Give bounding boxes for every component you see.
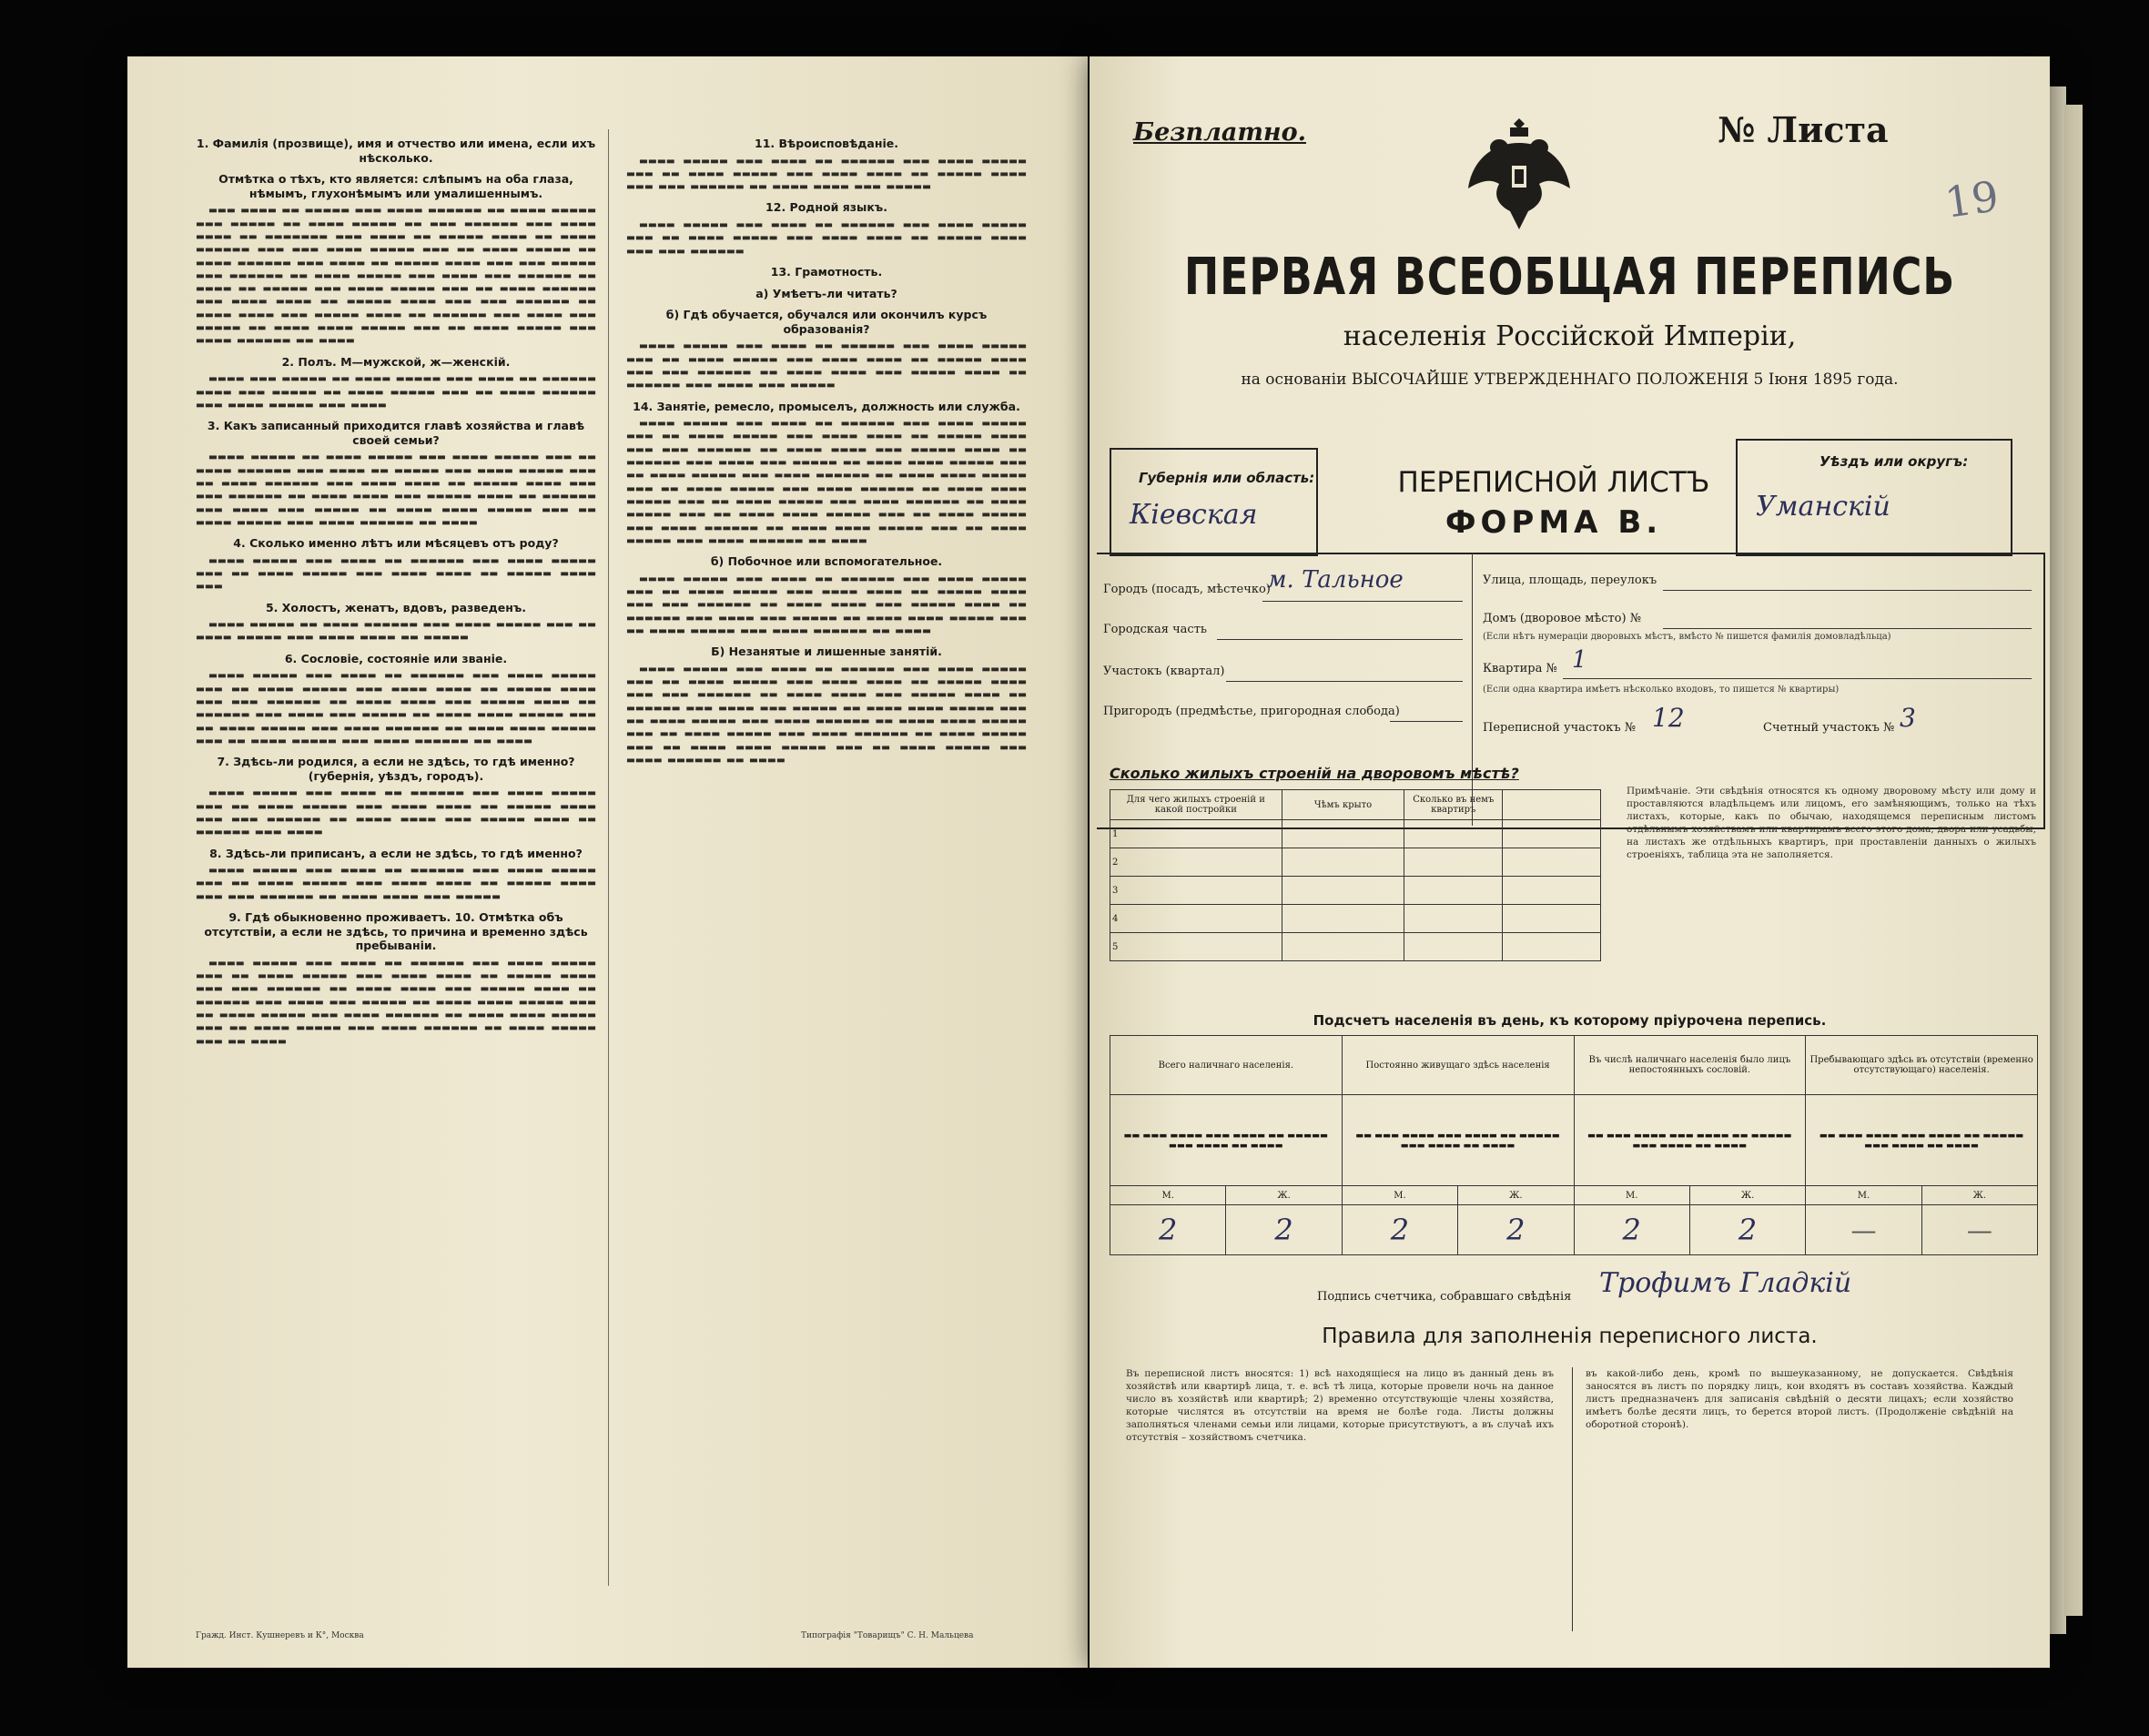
sex-header: Ж. — [1458, 1186, 1574, 1205]
rule-heading: 11. Вѣроисповѣданіе. — [755, 137, 898, 150]
rule-text: ▬▬▬▬ ▬▬▬▬▬ ▬▬▬ ▬▬▬▬ ▬▬ ▬▬▬▬▬▬ ▬▬▬ ▬▬▬▬ ▬▬▬▬▬ ▬▬▬ ▬▬ ▬▬▬▬ ▬▬▬▬▬ ▬▬▬ ▬▬▬▬ ▬▬▬▬ ▬▬ ▬▬▬▬▬ ▬▬▬▬ ▬▬▬ ▬▬▬ ▬▬▬▬▬▬ ▬▬ ▬▬▬▬ ▬▬▬▬ ▬▬▬ ▬▬▬▬▬ ▬▬▬▬ ▬▬ ▬▬▬▬▬▬ ▬▬▬ ▬▬▬▬ ▬▬▬ ▬▬▬▬▬ — [626, 340, 1027, 391]
rule-heading: 9. Гдѣ обыкновенно проживаетъ. 10. Отмѣтка объ отсутствіи, а если не здѣсь, то причина и временно здѣсь пребываніи. — [204, 910, 588, 953]
rule-text: ▬▬▬▬ ▬▬▬▬▬ ▬▬▬ ▬▬▬▬ ▬▬ ▬▬▬▬▬▬ ▬▬▬ ▬▬▬▬ ▬▬▬▬▬ ▬▬▬ ▬▬ ▬▬▬▬ ▬▬▬▬▬ ▬▬▬ ▬▬▬▬ ▬▬▬▬ ▬▬ ▬▬▬▬▬ ▬▬▬▬ ▬▬▬ ▬▬▬ ▬▬▬▬▬▬ ▬▬ ▬▬▬▬ ▬▬▬▬ ▬▬▬ ▬▬▬▬▬ ▬▬▬▬ ▬▬ ▬▬▬▬▬▬ ▬▬▬ ▬▬▬▬ ▬▬▬ ▬▬▬▬▬ ▬▬ ▬▬▬▬ ▬▬▬▬ ▬▬▬▬▬ ▬▬▬ ▬▬ ▬▬▬▬ ▬▬▬▬▬ ▬▬▬ ▬▬▬▬ ▬▬▬▬▬▬ ▬▬ ▬▬▬▬ ▬▬▬▬ ▬▬▬▬▬ ▬▬▬ ▬▬ ▬▬▬▬ ▬▬▬▬▬ ▬▬▬ ▬▬▬▬ ▬▬▬▬▬▬ ▬▬ ▬▬▬▬ ▬▬▬▬ ▬▬▬▬▬ ▬▬▬ ▬▬ ▬▬▬▬ ▬▬▬▬▬ ▬▬▬ ▬▬▬▬ ▬▬▬▬▬▬ ▬▬ ▬▬▬▬ ▬▬▬▬▬ ▬▬▬ ▬▬ ▬▬▬▬ ▬▬▬▬ ▬▬▬▬▬ ▬▬▬ ▬▬ ▬▬▬▬ ▬▬▬▬▬ ▬▬▬ ▬▬▬▬ ▬▬▬▬▬▬ ▬▬ ▬▬▬▬ ▬▬▬▬ ▬▬▬▬▬ ▬▬▬ ▬▬ ▬▬▬▬ ▬▬▬▬▬ ▬▬▬ ▬▬▬▬ ▬▬▬▬▬▬ ▬▬ ▬▬▬▬ — [626, 418, 1027, 546]
rule-heading: 1. Фамилія (прозвище), имя и отчество или имена, если ихъ нѣсколько. — [196, 137, 596, 165]
rule-text: ▬▬▬▬ ▬▬▬▬▬ ▬▬ ▬▬▬▬ ▬▬▬▬▬ ▬▬▬ ▬▬▬▬ ▬▬▬▬▬ ▬▬▬ ▬▬ ▬▬▬▬ ▬▬▬▬▬▬ ▬▬▬ ▬▬▬▬ ▬▬ ▬▬▬▬▬ ▬▬▬ ▬▬▬▬ ▬▬▬▬▬ ▬▬▬ ▬▬ ▬▬▬▬ ▬▬▬▬▬▬ ▬▬▬ ▬▬▬▬ ▬▬▬▬ ▬▬ ▬▬▬▬▬ ▬▬▬▬ ▬▬▬ ▬▬▬ ▬▬▬▬▬▬ ▬▬ ▬▬▬▬ ▬▬▬▬ ▬▬▬ ▬▬▬▬▬ ▬▬▬▬ ▬▬ ▬▬▬▬▬▬ ▬▬▬ ▬▬▬▬ ▬▬▬ ▬▬▬▬▬ ▬▬ ▬▬▬▬ ▬▬▬▬ ▬▬▬▬▬ ▬▬▬ ▬▬ ▬▬▬▬ ▬▬▬▬▬ ▬▬▬ ▬▬▬▬ ▬▬▬▬▬▬ ▬▬ ▬▬▬▬ — [196, 452, 596, 528]
rule-text: ▬▬▬▬ ▬▬▬▬▬ ▬▬▬ ▬▬▬▬ ▬▬ ▬▬▬▬▬▬ ▬▬▬ ▬▬▬▬ ▬▬▬▬▬ ▬▬▬ ▬▬ ▬▬▬▬ ▬▬▬▬▬ ▬▬▬ ▬▬▬▬ ▬▬▬▬ ▬▬ ▬▬▬▬▬ ▬▬▬▬ ▬▬▬ ▬▬▬ ▬▬▬▬▬▬ ▬▬ ▬▬▬▬ ▬▬▬▬ ▬▬▬ ▬▬▬▬▬ ▬▬▬▬ ▬▬ ▬▬▬▬▬▬ ▬▬▬ ▬▬▬▬ ▬▬▬ ▬▬▬▬▬ ▬▬ ▬▬▬▬ ▬▬▬▬ ▬▬▬▬▬ ▬▬▬ ▬▬ ▬▬▬▬ ▬▬▬▬▬ ▬▬▬ ▬▬▬▬ ▬▬▬▬▬▬ ▬▬ ▬▬▬▬ ▬▬▬▬ ▬▬▬▬▬ ▬▬▬ ▬▬ ▬▬▬▬ ▬▬▬▬▬ ▬▬▬ ▬▬▬▬ ▬▬▬▬▬▬ ▬▬ ▬▬▬▬ ▬▬▬▬▬ ▬▬▬ ▬▬ ▬▬▬▬ — [196, 957, 596, 1047]
rule-heading: 7. Здѣсь-ли родился, а если не здѣсь, то гдѣ именно? (губернія, уѣздъ, городъ). — [217, 755, 575, 783]
sex-header: М. — [1806, 1186, 1921, 1205]
sheet-number-label — [1718, 109, 1889, 150]
guberniya-box — [1110, 448, 1318, 556]
rules-text-left: Въ переписной листъ вносятся: 1) всѣ находящіеся на лицо въ данный день въ хозяйствѣ или квартирѣ лица, т. е. всѣ тѣ лица, которые провели ночь на данное число въ хозяйствѣ или квартирѣ; 2) временно отсутствующіе члены хозяйства, которые числятся въ отсутствіи на время не болѣе года. Листы должны заполняться членами семьи или лицами, которые присутствуютъ, а въ случаѣ ихъ отсутствія – хозяйствомъ счетчика. — [1126, 1368, 1554, 1443]
table-row: 4 — [1110, 905, 1282, 933]
sex-header: Ж. — [1226, 1186, 1342, 1205]
stacked-sheets-edge — [2048, 86, 2066, 1634]
count-value: 2 — [1689, 1205, 1805, 1255]
dom-label: Домъ (дворовое мѣсто) № — [1483, 612, 1642, 625]
prigorod-label: Пригородъ (предмѣстье, пригородная слобода) — [1103, 705, 1400, 718]
count-title: Подсчетъ населенія въ день, къ которому пріурочена перепись. — [1313, 1012, 1827, 1029]
buildings-question: Сколько жилыхъ строеній на дворовомъ мѣстѣ? — [1110, 765, 1519, 782]
field-line — [1226, 681, 1463, 682]
field-line — [1663, 590, 2032, 591]
rule-text: ▬▬▬▬ ▬▬▬▬▬ ▬▬▬ ▬▬▬▬ ▬▬ ▬▬▬▬▬▬ ▬▬▬ ▬▬▬▬ ▬▬▬▬▬ ▬▬▬ ▬▬ ▬▬▬▬ ▬▬▬▬▬ ▬▬▬ ▬▬▬▬ ▬▬▬▬ ▬▬ ▬▬▬▬▬ ▬▬▬▬ ▬▬▬ ▬▬▬ ▬▬▬▬▬▬ ▬▬ ▬▬▬▬ ▬▬▬▬ ▬▬▬ ▬▬▬▬▬ ▬▬▬▬ ▬▬ ▬▬▬▬▬▬ ▬▬▬ ▬▬▬▬ ▬▬▬ ▬▬▬▬▬ ▬▬ ▬▬▬▬ ▬▬▬▬ ▬▬▬▬▬ ▬▬▬ ▬▬ ▬▬▬▬ ▬▬▬▬▬ ▬▬▬ ▬▬▬▬ ▬▬▬▬▬▬ ▬▬ ▬▬▬▬ — [626, 573, 1027, 636]
gorod-value: м. Тальное — [1267, 566, 1404, 594]
table-row: 2 — [1110, 848, 1282, 877]
perepisnoy-value: 12 — [1652, 703, 1685, 733]
sheet-number-text: № Листа — [1718, 109, 1889, 150]
free-label: Безплатно. — [1133, 118, 1307, 147]
signature-label: Подпись счетчика, собравшаго свѣдѣнія — [1317, 1290, 1572, 1304]
field-line — [1563, 678, 2032, 679]
census-subtitle: населенія Россійской Имперіи, — [1343, 320, 1797, 352]
sex-header: Ж. — [1689, 1186, 1805, 1205]
rule-heading: 6. Сословіе, состояніе или званіе. — [284, 651, 508, 665]
count-explanation: ▬▬ ▬▬▬ ▬▬▬▬ ▬▬▬ ▬▬▬▬ ▬▬ ▬▬▬▬▬ ▬▬▬ ▬▬▬▬ ▬▬ ▬▬▬▬ — [1806, 1095, 2038, 1186]
rule-heading: 5. Холостъ, женатъ, вдовъ, разведенъ. — [265, 600, 527, 614]
chast-label: Городская часть — [1103, 623, 1207, 636]
rule-text: ▬▬▬▬ ▬▬▬▬▬ ▬▬▬ ▬▬▬▬ ▬▬ ▬▬▬▬▬▬ ▬▬▬ ▬▬▬▬ ▬▬▬▬▬ ▬▬▬ ▬▬ ▬▬▬▬ ▬▬▬▬▬ ▬▬▬ ▬▬▬▬ ▬▬▬▬ ▬▬ ▬▬▬▬▬ ▬▬▬▬ ▬▬▬ ▬▬▬ ▬▬▬▬▬▬ ▬▬ ▬▬▬▬ ▬▬▬▬ ▬▬▬ ▬▬▬▬▬ ▬▬▬▬ ▬▬ ▬▬▬▬▬▬ ▬▬▬ ▬▬▬▬ ▬▬▬ ▬▬▬▬▬ ▬▬ ▬▬▬▬ ▬▬▬▬ ▬▬▬▬▬ ▬▬▬ ▬▬ ▬▬▬▬ ▬▬▬▬▬ ▬▬▬ ▬▬▬▬ ▬▬▬▬▬▬ ▬▬ ▬▬▬▬ ▬▬▬▬ ▬▬▬▬▬ ▬▬▬ ▬▬ ▬▬▬▬ ▬▬▬▬▬ ▬▬▬ ▬▬▬▬ ▬▬▬▬▬▬ ▬▬ ▬▬▬▬ — [196, 670, 596, 746]
double-headed-eagle-icon — [1465, 111, 1574, 239]
uchastok-label: Участокъ (квартал) — [1103, 665, 1225, 678]
table-row: 5 — [1110, 933, 1282, 961]
signature-value: Трофимъ Гладкій — [1599, 1267, 1852, 1299]
form-title: ПЕРЕПИСНОЙ ЛИСТЪ — [1397, 466, 1710, 499]
sex-header: М. — [1574, 1186, 1689, 1205]
rule-heading: а) Умѣетъ-ли читать? — [755, 286, 897, 300]
column-divider — [1572, 1367, 1573, 1631]
rule-heading: 2. Полъ. М—мужской, ж—женскій. — [281, 354, 511, 369]
guberniya-label: Губернія или область: — [1139, 470, 1315, 486]
ulitsa-label: Улица, площадь, переулокъ — [1483, 574, 1657, 587]
field-line — [1390, 721, 1463, 722]
schetny-label: Счетный участокъ № — [1763, 721, 1895, 735]
count-header: Всего наличнаго населенія. — [1110, 1036, 1343, 1095]
stacked-sheets-edge — [2064, 105, 2083, 1616]
buildings-table — [1110, 789, 1601, 961]
perepisnoy-label: Переписной участокъ № — [1483, 721, 1637, 735]
rules-text-right: въ какой-либо день, кромѣ по вышеуказанному, не допускается. Свѣдѣнія заносятся въ листъ по порядку лицъ, кои входятъ въ составъ хозяйства. Каждый листъ предназначенъ для записанія свѣдѣній о десяти лицахъ; если хозяйство имѣетъ болѣе десяти лицъ, то берется второй листъ. (Продолженіе свѣдѣній на оборотной сторонѣ). — [1586, 1368, 2013, 1430]
legal-basis: на основаніи ВЫСОЧАЙШЕ УТВЕРЖДЕННАГО ПОЛОЖЕНІЯ 5 Іюня 1895 года. — [1241, 371, 1899, 389]
guberniya-value: Кіевская — [1130, 499, 1258, 531]
schetny-value: 3 — [1900, 703, 1916, 733]
rules-column-2 — [626, 129, 1027, 770]
count-header: Пребывающаго здѣсь въ отсутствіи (временно отсутствующаго) населенія. — [1806, 1036, 2038, 1095]
rule-heading: 14. Занятіе, ремесло, промыселъ, должность или служба. — [633, 399, 1020, 413]
rule-text: ▬▬▬▬ ▬▬▬▬▬ ▬▬▬ ▬▬▬▬ ▬▬ ▬▬▬▬▬▬ ▬▬▬ ▬▬▬▬ ▬▬▬▬▬ ▬▬▬ ▬▬ ▬▬▬▬ ▬▬▬▬▬ ▬▬▬ ▬▬▬▬ ▬▬▬▬ ▬▬ ▬▬▬▬▬ ▬▬▬▬ ▬▬▬ — [196, 554, 596, 593]
sex-header: Ж. — [1921, 1186, 2037, 1205]
column-divider — [608, 129, 609, 1586]
rule-text: ▬▬▬▬ ▬▬▬▬▬ ▬▬▬ ▬▬▬▬ ▬▬ ▬▬▬▬▬▬ ▬▬▬ ▬▬▬▬ ▬▬▬▬▬ ▬▬▬ ▬▬ ▬▬▬▬ ▬▬▬▬▬ ▬▬▬ ▬▬▬▬ ▬▬▬▬ ▬▬ ▬▬▬▬▬ ▬▬▬▬ ▬▬▬ ▬▬▬ ▬▬▬▬▬▬ ▬▬ ▬▬▬▬ ▬▬▬▬ ▬▬▬ ▬▬▬▬▬ ▬▬▬▬ ▬▬ ▬▬▬▬▬▬ ▬▬▬ ▬▬▬▬ ▬▬▬ ▬▬▬▬▬ ▬▬ ▬▬▬▬ ▬▬▬▬ ▬▬▬▬▬ ▬▬▬ ▬▬ ▬▬▬▬ ▬▬▬▬▬ ▬▬▬ ▬▬▬▬ ▬▬▬▬▬▬ ▬▬ ▬▬▬▬ ▬▬▬▬ ▬▬▬▬▬ ▬▬▬ ▬▬ ▬▬▬▬ ▬▬▬▬▬ ▬▬▬ ▬▬▬▬ ▬▬▬▬▬▬ ▬▬ ▬▬▬▬ ▬▬▬▬▬ ▬▬▬ ▬▬ ▬▬▬▬ ▬▬▬▬ ▬▬▬▬▬ ▬▬▬ ▬▬ ▬▬▬▬ ▬▬▬▬▬ ▬▬▬ ▬▬▬▬ ▬▬▬▬▬▬ ▬▬ ▬▬▬▬ — [626, 663, 1027, 766]
rule-heading: б) Побочное или вспомогательное. — [710, 554, 943, 569]
rule-text: ▬▬▬▬ ▬▬▬▬▬ ▬▬ ▬▬▬▬ ▬▬▬▬▬▬ ▬▬▬ ▬▬▬▬ ▬▬▬▬▬ ▬▬▬ ▬▬ ▬▬▬▬ ▬▬▬▬▬ ▬▬▬ ▬▬▬▬ ▬▬▬▬ ▬▬ ▬▬▬▬▬ — [196, 619, 596, 644]
sex-header: М. — [1342, 1186, 1457, 1205]
kvartira-note: (Если одна квартира имѣетъ нѣсколько входовъ, то пишется № квартиры) — [1483, 685, 1840, 695]
form-letter: ФОРМА В. — [1444, 504, 1663, 541]
rule-heading: Отмѣтка о тѣхъ, кто является: слѣпымъ на оба глаза, нѣмымъ, глухонѣмымъ или умалишеннымъ. — [218, 172, 573, 200]
address-divider — [1472, 553, 1473, 826]
count-header: Постоянно живущаго здѣсь населенія — [1342, 1036, 1574, 1095]
uezd-box — [1736, 439, 2012, 556]
count-header: Въ числѣ наличнаго населенія было лицъ непостоянныхъ сословій. — [1574, 1036, 1806, 1095]
rule-text: ▬▬▬▬ ▬▬▬ ▬▬▬▬▬ ▬▬ ▬▬▬▬ ▬▬▬▬▬ ▬▬▬ ▬▬▬▬ ▬▬ ▬▬▬▬▬▬ ▬▬▬▬ ▬▬▬ ▬▬▬▬▬ ▬▬ ▬▬▬▬ ▬▬▬▬▬ ▬▬▬ ▬▬ ▬▬▬▬ ▬▬▬▬▬▬ ▬▬▬ ▬▬▬▬ ▬▬▬▬▬ ▬▬▬ ▬▬▬▬ — [196, 373, 596, 411]
pencil-mark: 19 — [1941, 171, 2002, 228]
kvartira-value: 1 — [1572, 646, 1587, 674]
field-line — [1217, 639, 1463, 640]
count-value: 2 — [1342, 1205, 1457, 1255]
rule-heading: Б) Незанятые и лишенные занятій. — [711, 645, 942, 659]
table-row: 3 — [1110, 877, 1282, 905]
rule-text: ▬▬▬▬ ▬▬▬▬▬ ▬▬▬ ▬▬▬▬ ▬▬ ▬▬▬▬▬▬ ▬▬▬ ▬▬▬▬ ▬▬▬▬▬ ▬▬▬ ▬▬ ▬▬▬▬ ▬▬▬▬▬ ▬▬▬ ▬▬▬▬ ▬▬▬▬ ▬▬ ▬▬▬▬▬ ▬▬▬▬ ▬▬▬ ▬▬▬ ▬▬▬▬▬▬ ▬▬ ▬▬▬▬ ▬▬▬▬ ▬▬▬ ▬▬▬▬▬ — [196, 865, 596, 902]
count-value: 2 — [1458, 1205, 1574, 1255]
uezd-value: Уманскій — [1756, 491, 1891, 523]
table-header: Сколько въ немъ квартиръ — [1404, 790, 1503, 820]
rule-heading: 3. Какъ записанный приходится главѣ хозяйства и главѣ своей семьи? — [207, 419, 585, 447]
count-explanation: ▬▬ ▬▬▬ ▬▬▬▬ ▬▬▬ ▬▬▬▬ ▬▬ ▬▬▬▬▬ ▬▬▬ ▬▬▬▬ ▬▬ ▬▬▬▬ — [1342, 1095, 1574, 1186]
count-explanation: ▬▬ ▬▬▬ ▬▬▬▬ ▬▬▬ ▬▬▬▬ ▬▬ ▬▬▬▬▬ ▬▬▬ ▬▬▬▬ ▬▬ ▬▬▬▬ — [1110, 1095, 1343, 1186]
printer-note: Типографія "Товарищъ" С. Н. Мальцева — [801, 1631, 974, 1640]
left-page — [127, 56, 1088, 1668]
table-row: 1 — [1110, 820, 1282, 848]
table-header — [1503, 790, 1601, 820]
dom-note: (Если нѣтъ нумерацiи дворовыхъ мѣстъ, вмѣсто № пишется фамилія домовладѣльца) — [1483, 632, 1891, 642]
count-value: 2 — [1226, 1205, 1342, 1255]
buildings-note: Примѣчаніе. Эти свѣдѣнія относятся къ одному дворовому мѣсту или дому и проставляются владѣльцемъ или лицомъ, его замѣняющимъ, только на тѣхъ листахъ, которые, какъ по обычаю, находящемся переписным листомъ отдѣльнымъ хозяйствамъ или квартирамъ всего этого дома, двора или усадьбы, на листахъ же отдѣльныхъ квартиръ, при проставленіи данныхъ о жилыхъ строеніяхъ, таблица эта не заполняется. — [1627, 786, 2036, 860]
rule-heading: б) Гдѣ обучается, обучался или окончилъ курсъ образованія? — [665, 308, 988, 336]
gorod-label: Городъ (посадъ, мѣстечко) — [1103, 583, 1271, 596]
census-title: ПЕРВАЯ ВСЕОБЩАЯ ПЕРЕПИСЬ — [1183, 248, 1956, 307]
table-header: Для чего жилыхъ строеній и какой постройки — [1110, 790, 1282, 820]
field-line — [1262, 601, 1463, 602]
rule-text: ▬▬▬ ▬▬▬▬ ▬▬ ▬▬▬▬▬ ▬▬▬ ▬▬▬▬ ▬▬▬▬▬▬ ▬▬ ▬▬▬▬ ▬▬▬▬▬ ▬▬▬ ▬▬▬▬▬ ▬▬ ▬▬▬▬ ▬▬▬▬▬ ▬▬ ▬▬▬ ▬▬▬▬▬▬ ▬▬▬ ▬▬▬▬ ▬▬▬▬ ▬▬ ▬▬▬▬▬▬▬ ▬▬▬ ▬▬▬▬ ▬▬ ▬▬▬▬▬ ▬▬▬▬ ▬▬ ▬▬▬▬ ▬▬▬▬▬▬ ▬▬▬ ▬▬▬ ▬▬▬▬ ▬▬▬▬▬ ▬▬▬ ▬▬ ▬▬▬▬ ▬▬▬▬▬ ▬▬ ▬▬▬▬ ▬▬▬▬▬▬ ▬▬▬ ▬▬▬▬ ▬▬ ▬▬▬▬▬ ▬▬▬▬ ▬▬▬ ▬▬▬ ▬▬▬▬▬ ▬▬▬ ▬▬▬▬▬▬ ▬▬ ▬▬▬▬ ▬▬▬▬▬ ▬▬▬ ▬▬▬▬ ▬▬▬ ▬▬▬▬▬▬ ▬▬ ▬▬▬▬ ▬▬ ▬▬▬▬▬ ▬▬▬ ▬▬▬▬ ▬▬▬▬▬ ▬▬▬ ▬▬ ▬▬▬▬ ▬▬▬▬▬▬ ▬▬▬ ▬▬▬▬ ▬▬▬▬ ▬▬ ▬▬▬▬▬ ▬▬▬▬ ▬▬▬ ▬▬▬ ▬▬▬▬▬▬ ▬▬ ▬▬▬▬ ▬▬▬▬ ▬▬▬ ▬▬▬▬▬ ▬▬▬▬ ▬▬ ▬▬▬▬▬▬ ▬▬▬ ▬▬▬▬ ▬▬▬ ▬▬▬▬▬ ▬▬ ▬▬▬▬ ▬▬▬▬ ▬▬▬▬▬ ▬▬▬ ▬▬ ▬▬▬▬ ▬▬▬▬▬ ▬▬▬ ▬▬▬▬ ▬▬▬▬▬▬ ▬▬ ▬▬▬▬ — [196, 205, 596, 347]
count-value: — — [1806, 1205, 1921, 1255]
rule-heading: 8. Здѣсь-ли приписанъ, а если не здѣсь, то гдѣ именно? — [209, 846, 583, 860]
rule-heading: 4. Сколько именно лѣтъ или мѣсяцевъ отъ роду? — [233, 536, 559, 551]
count-table — [1110, 1035, 2038, 1255]
sex-header: М. — [1110, 1186, 1226, 1205]
count-explanation: ▬▬ ▬▬▬ ▬▬▬▬ ▬▬▬ ▬▬▬▬ ▬▬ ▬▬▬▬▬ ▬▬▬ ▬▬▬▬ ▬▬ ▬▬▬▬ — [1574, 1095, 1806, 1186]
rules-title: Правила для заполненія переписного листа. — [1322, 1325, 1818, 1348]
count-value: 2 — [1574, 1205, 1689, 1255]
rule-text: ▬▬▬▬ ▬▬▬▬▬ ▬▬▬ ▬▬▬▬ ▬▬ ▬▬▬▬▬▬ ▬▬▬ ▬▬▬▬ ▬▬▬▬▬ ▬▬▬ ▬▬ ▬▬▬▬ ▬▬▬▬▬ ▬▬▬ ▬▬▬▬ ▬▬▬▬ ▬▬ ▬▬▬▬▬ ▬▬▬▬ ▬▬▬ ▬▬▬ ▬▬▬▬▬▬ — [626, 219, 1027, 257]
rule-text: ▬▬▬▬ ▬▬▬▬▬ ▬▬▬ ▬▬▬▬ ▬▬ ▬▬▬▬▬▬ ▬▬▬ ▬▬▬▬ ▬▬▬▬▬ ▬▬▬ ▬▬ ▬▬▬▬ ▬▬▬▬▬ ▬▬▬ ▬▬▬▬ ▬▬▬▬ ▬▬ ▬▬▬▬▬ ▬▬▬▬ ▬▬▬ ▬▬▬ ▬▬▬▬▬▬ ▬▬ ▬▬▬▬ ▬▬▬▬ ▬▬▬ ▬▬▬▬▬ — [626, 155, 1027, 193]
right-page — [1090, 56, 2050, 1668]
uezd-label: Уѣздъ или округъ: — [1820, 453, 1969, 470]
rules-column-1 — [196, 129, 596, 1051]
rule-heading: 12. Родной языкъ. — [765, 200, 887, 215]
table-header: Чѣмъ крыто — [1282, 790, 1404, 820]
field-line — [1663, 628, 2032, 629]
count-value: 2 — [1110, 1205, 1226, 1255]
printer-note: Гражд. Инст. Кушнеревъ и К°, Москва — [196, 1631, 364, 1640]
count-value: — — [1921, 1205, 2037, 1255]
kvartira-label: Квартира № — [1483, 662, 1557, 675]
rule-text: ▬▬▬▬ ▬▬▬▬▬ ▬▬▬ ▬▬▬▬ ▬▬ ▬▬▬▬▬▬ ▬▬▬ ▬▬▬▬ ▬▬▬▬▬ ▬▬▬ ▬▬ ▬▬▬▬ ▬▬▬▬▬ ▬▬▬ ▬▬▬▬ ▬▬▬▬ ▬▬ ▬▬▬▬▬ ▬▬▬▬ ▬▬▬ ▬▬▬ ▬▬▬▬▬▬ ▬▬ ▬▬▬▬ ▬▬▬▬ ▬▬▬ ▬▬▬▬▬ ▬▬▬▬ ▬▬ ▬▬▬▬▬▬ ▬▬▬ ▬▬▬▬ — [196, 787, 596, 838]
rule-heading: 13. Грамотность. — [770, 264, 883, 279]
